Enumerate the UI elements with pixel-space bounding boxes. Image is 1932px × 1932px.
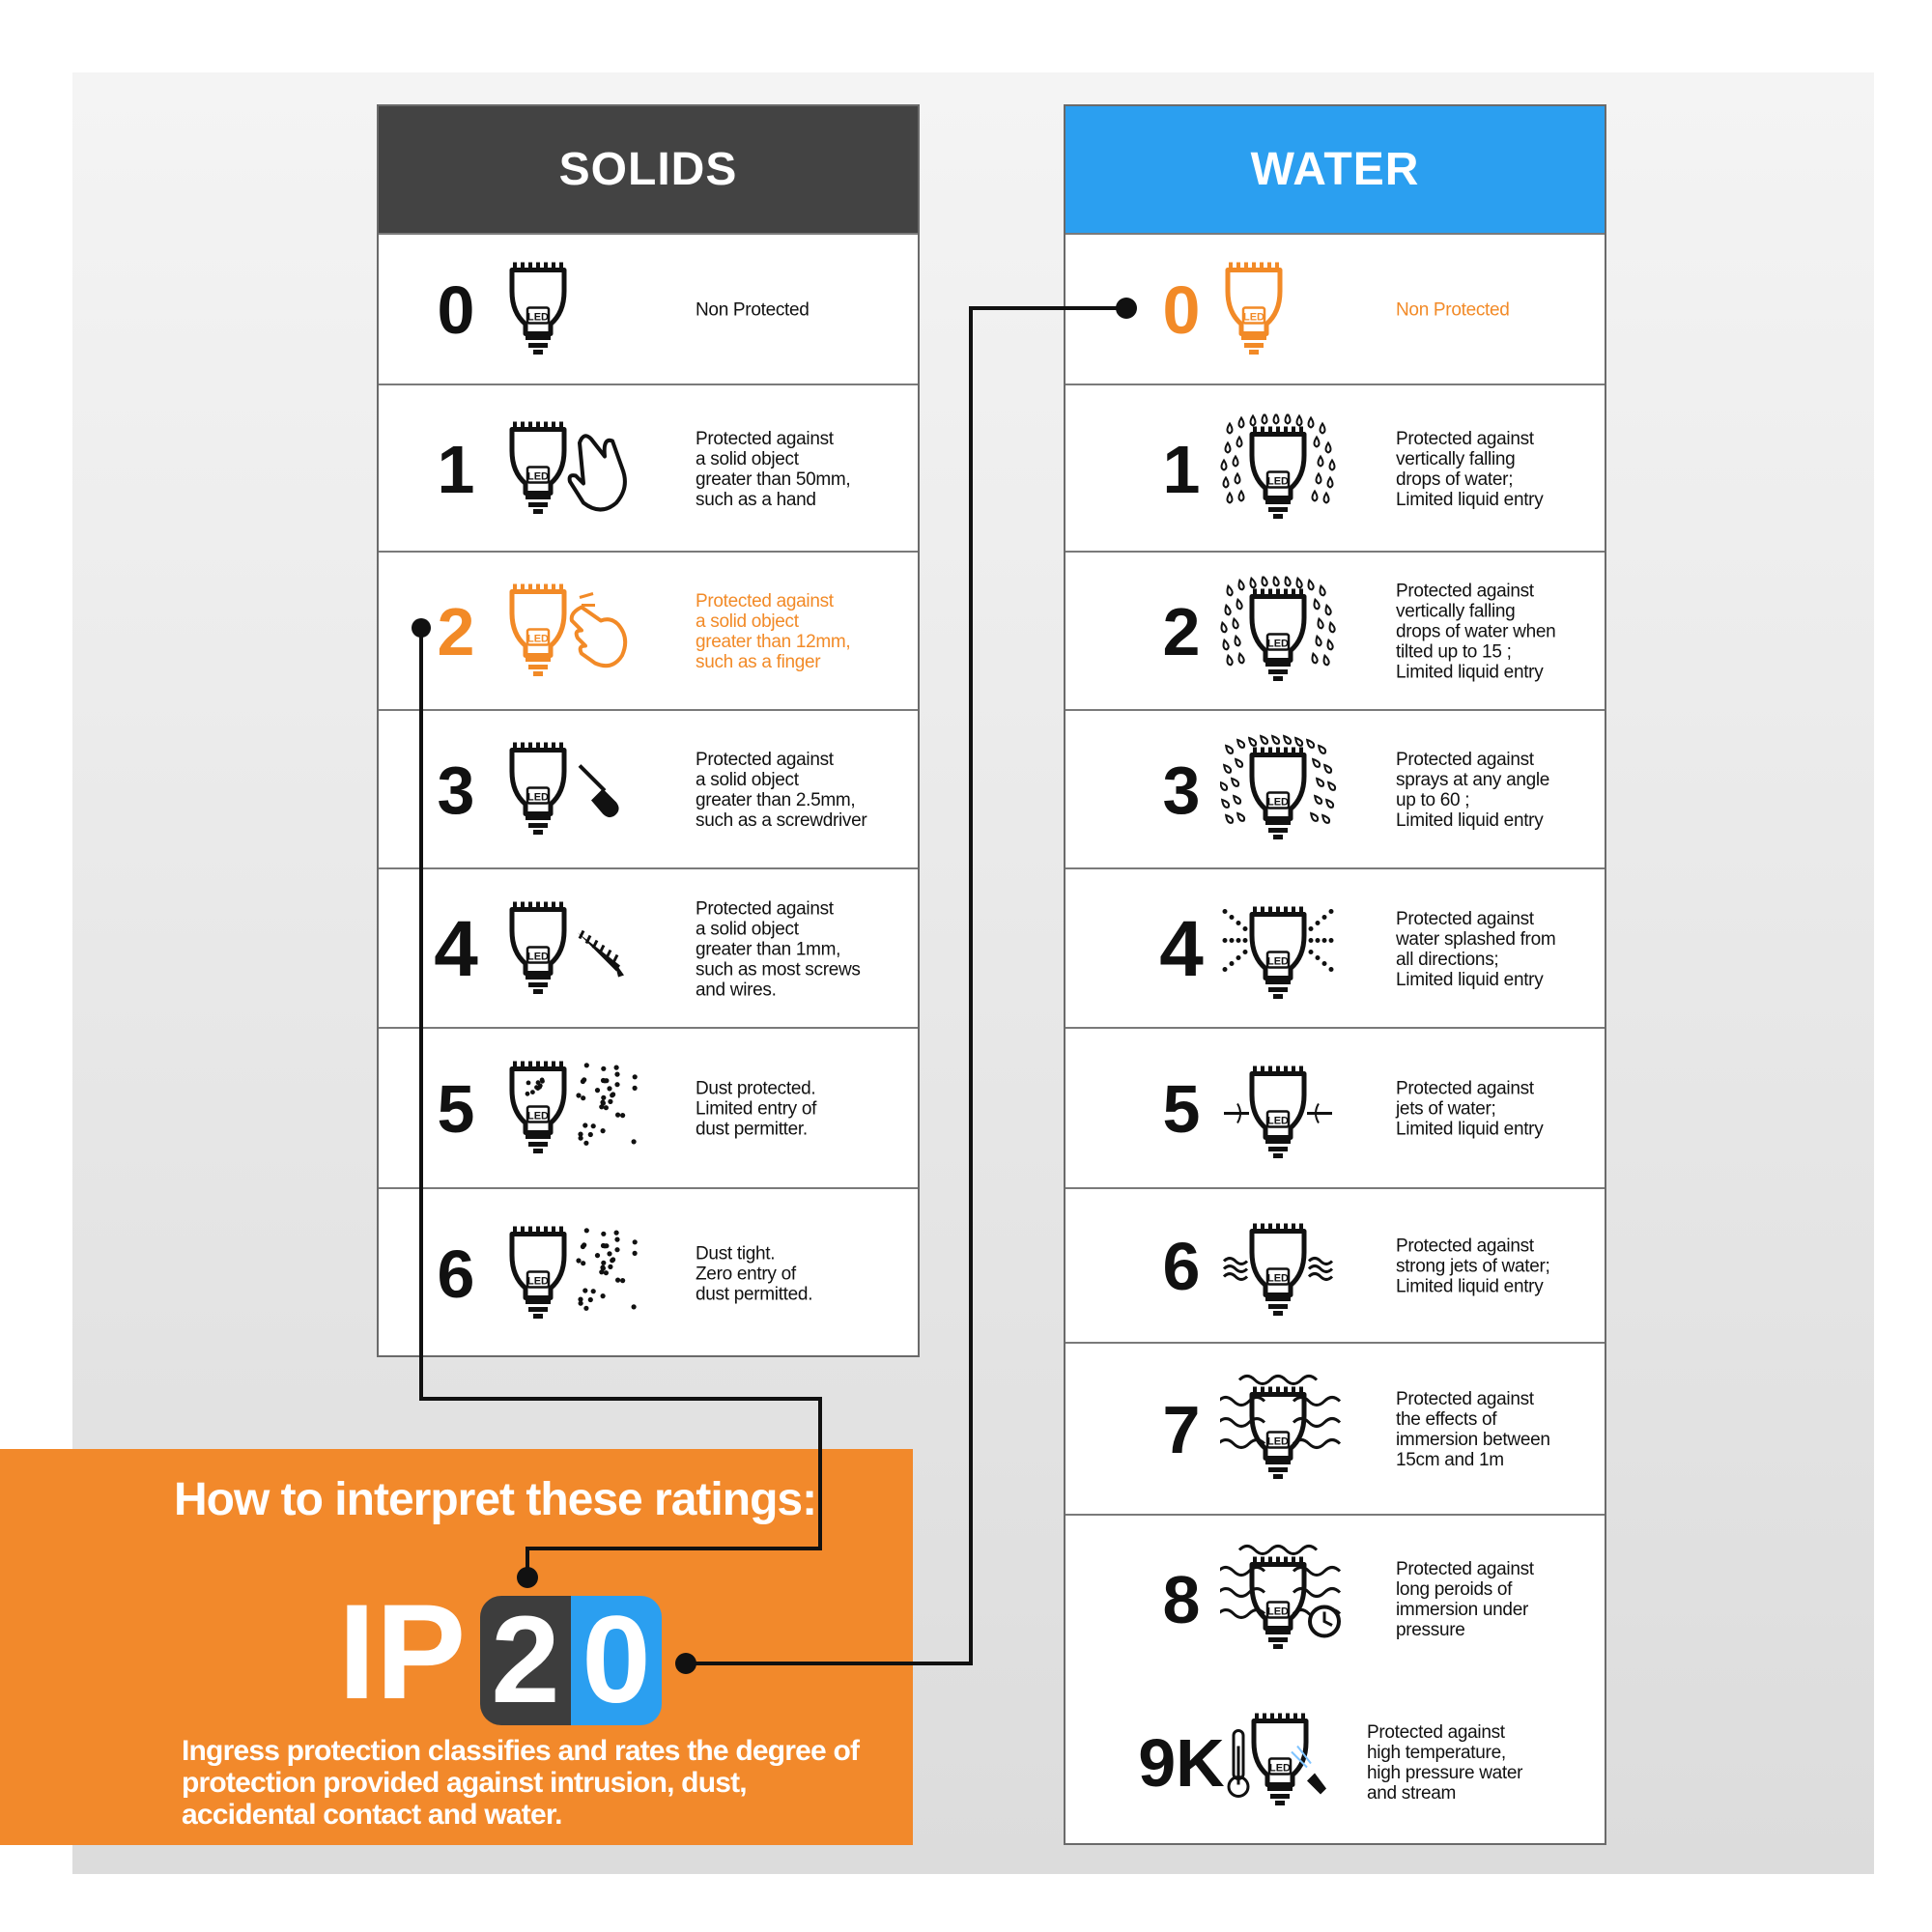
solids-row-3 — [379, 709, 918, 867]
water-header: WATER — [1065, 106, 1605, 233]
svg-text:LED: LED — [527, 633, 549, 645]
solids-rating-description: Dust protected. Limited entry of dust permitter. — [696, 1078, 817, 1140]
solids-rating-description: Dust tight. Zero entry of dust permitted. — [696, 1243, 813, 1305]
screw-icon — [504, 894, 649, 1005]
solids-rating-number: 0 — [437, 272, 475, 348]
svg-text:LED: LED — [1243, 311, 1264, 324]
solids-rating-description: Protected against a solid object greater than 2.5mm, such as a screwdriver — [696, 750, 867, 831]
water-row-6 — [1065, 1187, 1605, 1342]
water-rating-number: 0 — [1162, 272, 1201, 348]
finger-icon — [504, 577, 649, 688]
water-rating-number: 8 — [1162, 1561, 1201, 1637]
solids-row-1 — [379, 384, 918, 551]
solids-row-5 — [379, 1027, 918, 1187]
water-rating-description: Protected against vertically falling drops of water; Limited liquid entry — [1396, 428, 1544, 510]
svg-text:LED: LED — [527, 311, 549, 324]
solids-row-0 — [379, 233, 918, 384]
tilted-drops-icon — [1220, 577, 1365, 688]
screwdriver-icon — [504, 735, 649, 846]
svg-text:LED: LED — [1267, 1115, 1289, 1127]
svg-text:LED: LED — [1267, 475, 1289, 487]
thermometer-icon — [1220, 1708, 1365, 1819]
solids-rating-number: 3 — [437, 753, 475, 828]
water-rating-description: Protected against the effects of immersion between 15cm and 1m — [1396, 1389, 1550, 1470]
solids-rating-description: Protected against a solid object greater than 12mm, such as a finger — [696, 591, 851, 672]
water-rating-number: 2 — [1162, 594, 1201, 669]
svg-text:LED: LED — [1269, 1762, 1291, 1775]
water-rating-description: Non Protected — [1396, 299, 1510, 321]
water-rating-description: Protected against strong jets of water; Limited liquid entry — [1396, 1236, 1550, 1297]
solids-rating-number: 1 — [437, 431, 475, 507]
interpret-description: Ingress protection classifies and rates the degree of protection provided against intrusion, dust, accidental contact and water. — [182, 1735, 860, 1831]
water-rating-description: Protected against vertically falling drops of water when tilted up to 15 ; Limited liquid entry — [1396, 581, 1556, 683]
water-rating-description: Protected against jets of water; Limited liquid entry — [1396, 1078, 1544, 1140]
solids-rating-description: Non Protected — [696, 299, 810, 321]
solids-header: SOLIDS — [379, 106, 918, 233]
strong-jet-icon — [1220, 1211, 1365, 1322]
interpret-title: How to interpret these ratings: — [174, 1474, 817, 1525]
solids-rating-description: Protected against a solid object greater than 50mm, such as a hand — [696, 428, 851, 510]
dust-tight-icon — [504, 1219, 649, 1330]
water-row-9K — [1065, 1681, 1605, 1845]
water-panel — [1064, 104, 1606, 1845]
water-rating-number: 7 — [1162, 1392, 1201, 1467]
water-rating-number: 3 — [1162, 753, 1201, 828]
solids-rating-number: 2 — [437, 594, 475, 669]
water-row-7 — [1065, 1342, 1605, 1514]
water-row-5 — [1065, 1027, 1605, 1187]
solids-rating-number: 4 — [434, 904, 478, 993]
spray-icon — [1220, 735, 1365, 846]
water-rating-description: Protected against high temperature, high pressure water and stream — [1367, 1722, 1523, 1804]
svg-text:LED: LED — [527, 1275, 549, 1288]
solids-rating-description: Protected against a solid object greater than 1mm, such as most screws and wires. — [696, 898, 861, 1000]
falling-drops-icon — [1220, 413, 1365, 525]
water-rating-number: 9K — [1138, 1725, 1225, 1801]
svg-text:LED: LED — [1267, 796, 1289, 809]
long-immersion-icon — [1220, 1544, 1365, 1655]
water-row-0 — [1065, 233, 1605, 384]
solids-rating-number: 5 — [437, 1071, 475, 1147]
svg-text:LED: LED — [1267, 1435, 1289, 1448]
water-row-1 — [1065, 384, 1605, 551]
water-rating-number: 6 — [1162, 1229, 1201, 1304]
water-rating-number: 4 — [1159, 904, 1204, 993]
water-jet-icon — [1220, 1054, 1365, 1165]
water-digit-badge: 0 — [571, 1596, 662, 1725]
immersion-icon — [1220, 1375, 1365, 1486]
water-rating-description: Protected against long peroids of immersion under pressure — [1396, 1558, 1534, 1640]
led-bulb-icon — [1220, 255, 1365, 366]
solids-row-2 — [379, 551, 918, 709]
solids-row-4 — [379, 867, 918, 1027]
splash-icon — [1220, 894, 1365, 1005]
svg-text:LED: LED — [1267, 955, 1289, 967]
svg-text:LED: LED — [1267, 1605, 1289, 1617]
water-rating-description: Protected against water splashed from all directions; Limited liquid entry — [1396, 908, 1556, 990]
dust-icon — [504, 1054, 649, 1165]
svg-text:LED: LED — [1267, 1272, 1289, 1285]
water-row-8 — [1065, 1514, 1605, 1681]
ip-label: IP — [338, 1576, 467, 1727]
water-rating-number: 1 — [1162, 431, 1201, 507]
water-row-2 — [1065, 551, 1605, 709]
solids-panel — [377, 104, 920, 1357]
svg-text:LED: LED — [1267, 638, 1289, 650]
led-bulb-icon — [504, 255, 649, 366]
svg-text:LED: LED — [527, 470, 549, 482]
water-rating-number: 5 — [1162, 1071, 1201, 1147]
solid-digit-badge: 2 — [480, 1596, 571, 1725]
hand-icon — [504, 413, 649, 525]
solids-rating-number: 6 — [437, 1236, 475, 1312]
water-row-4 — [1065, 867, 1605, 1027]
svg-text:LED: LED — [527, 951, 549, 962]
water-row-3 — [1065, 709, 1605, 867]
svg-text:LED: LED — [527, 1110, 549, 1122]
solids-row-6 — [379, 1187, 918, 1357]
water-rating-description: Protected against sprays at any angle up to 60 ; Limited liquid entry — [1396, 750, 1550, 831]
svg-text:LED: LED — [527, 791, 549, 804]
